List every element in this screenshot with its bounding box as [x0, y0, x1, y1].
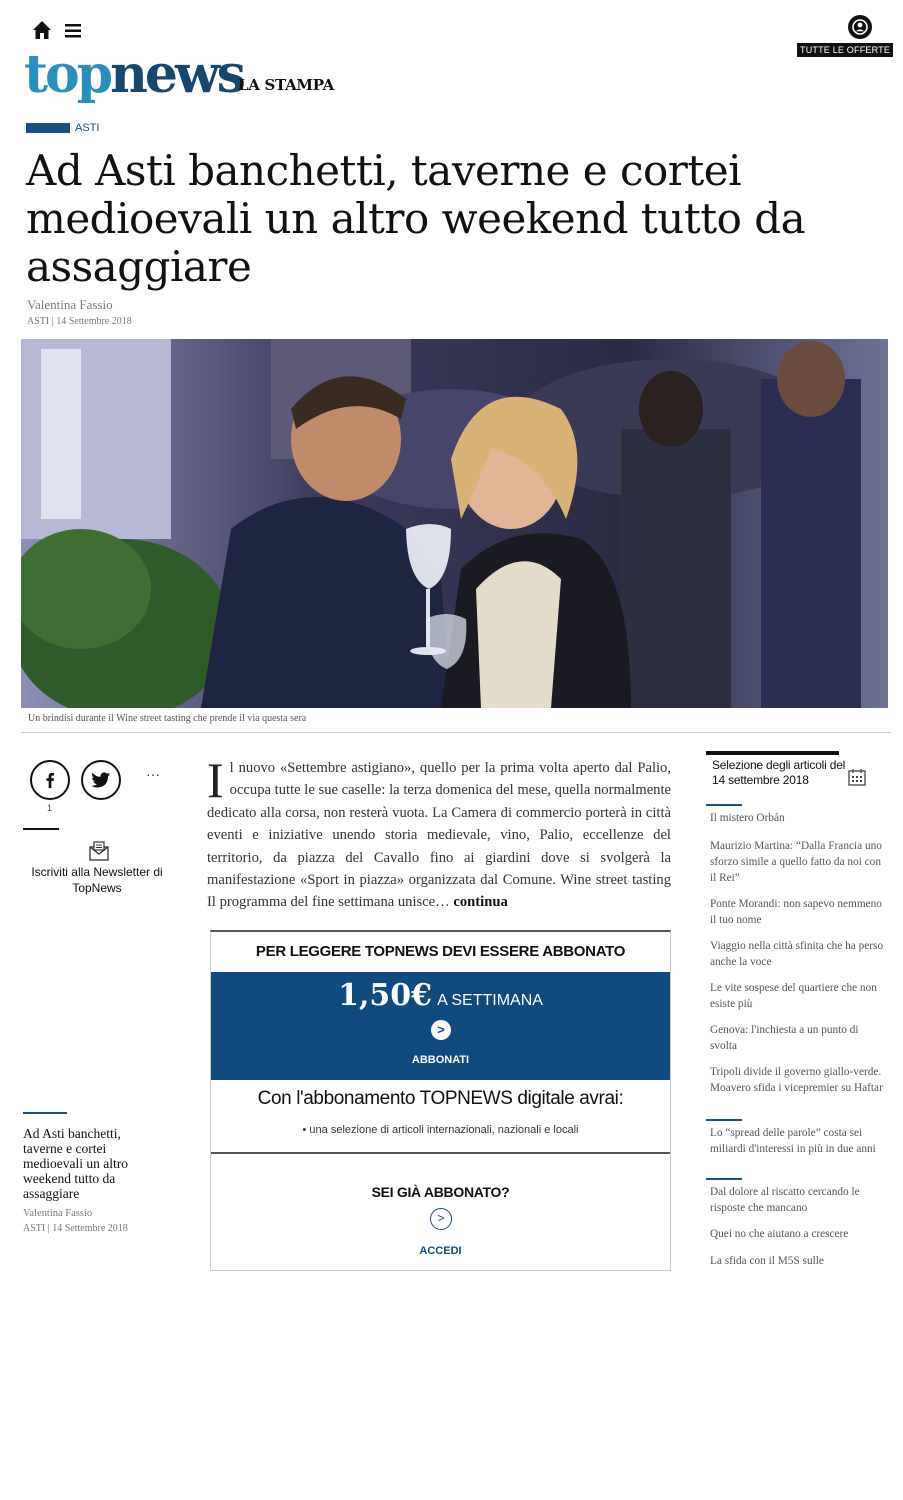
section-bar — [26, 123, 70, 133]
sidebar-article-link[interactable]: Maurizio Martina: “Dalla Francia uno sforzo simile a quello fatto da noi con il Rei” — [710, 840, 882, 884]
login-arrow-icon[interactable]: > — [430, 1208, 452, 1230]
subscribe-arrow-icon[interactable]: > — [431, 1020, 451, 1040]
sidebar-article-link[interactable]: Lo “spread delle parole” costa sei miliardi d'interessi in più in due anni — [710, 1127, 876, 1155]
sidebar-article-link[interactable]: La sfida con il M5S sulle — [710, 1255, 824, 1267]
la-stampa-logo[interactable]: LA STAMPA — [238, 76, 334, 94]
sidebar-article-link[interactable]: Quei no che aiutano a crescere — [710, 1228, 849, 1240]
calendar-icon[interactable] — [848, 768, 866, 786]
divider — [706, 804, 742, 806]
login-button[interactable]: ACCEDI — [419, 1245, 462, 1257]
divider — [211, 1152, 670, 1154]
photo-caption: Un brindisi durante il Wine street tasting che prende il via questa sera — [28, 713, 307, 724]
related-article-title[interactable]: Ad Asti banchetti, taverne e cortei medioevali un altro weekend tutto da assaggiare — [23, 1126, 128, 1201]
newsletter-link[interactable]: Iscriviti alla Newsletter di TopNews — [31, 865, 163, 895]
share-count: 1 — [47, 803, 53, 813]
paywall-box — [210, 930, 671, 1271]
drop-cap: I — [207, 752, 224, 808]
twitter-share-button[interactable] — [81, 760, 121, 800]
continue-link[interactable]: continua — [453, 894, 508, 911]
paywall-heading: PER LEGGERE TOPNEWS DEVI ESSERE ABBONATO — [255, 943, 626, 960]
logo-news: news — [110, 44, 243, 105]
sidebar-top-bar — [706, 751, 839, 755]
benefits-title: Con l'abbonamento TOPNEWS digitale avrai: — [257, 1088, 624, 1109]
subscribe-button[interactable]: ABBONATI — [411, 1054, 470, 1066]
facebook-icon — [41, 771, 59, 789]
more-share-options[interactable]: ··· — [146, 766, 160, 782]
sidebar-article-link[interactable]: Ponte Morandi: non sapevo nemmeno il tuo nome — [710, 898, 882, 926]
newsletter-envelope-icon[interactable] — [88, 840, 110, 862]
sidebar-title: Selezione degli articoli del 14 settembre 2018 — [712, 758, 846, 787]
divider — [706, 1119, 742, 1121]
sidebar-article-link[interactable]: Tripoli divide il governo giallo-verde. Moavero sfida i vicepremier su Haftar — [710, 1066, 883, 1094]
benefit-item: • una selezione di articoli internazionali, nazionali e locali — [302, 1124, 579, 1136]
sidebar-article-link[interactable]: Dal dolore al riscatto cercando le risposte che mancano — [710, 1186, 860, 1214]
related-article-author: Valentina Fassio — [23, 1208, 93, 1219]
logo-top: top — [24, 44, 111, 105]
menu-icon[interactable] — [65, 24, 81, 38]
sidebar-article-link[interactable]: Le vite sospese del quartiere che non esiste più — [710, 982, 877, 1010]
facebook-share-button[interactable] — [30, 760, 70, 800]
article-headline: Ad Asti banchetti, taverne e cortei medioevali un altro weekend tutto da assaggiare — [26, 146, 806, 291]
divider — [706, 1178, 742, 1180]
sidebar-article-link[interactable]: Genova: l'inchiesta a un punto di svolta — [710, 1024, 859, 1052]
twitter-icon — [91, 772, 111, 789]
sidebar-article-link[interactable]: Viaggio nella città sfinita che ha perso anche la voce — [710, 940, 884, 968]
section-label[interactable]: ASTI — [75, 122, 100, 134]
topnews-logo[interactable] — [24, 45, 243, 105]
account-icon[interactable] — [848, 15, 872, 39]
subscription-offer[interactable] — [211, 972, 670, 1080]
sidebar-article-link[interactable]: Il mistero Orbán — [710, 812, 785, 824]
article-meta: ASTI | 14 Settembre 2018 — [27, 316, 132, 327]
offers-button[interactable]: TUTTE LE OFFERTE — [797, 43, 893, 57]
hero-photo — [21, 339, 888, 708]
divider — [23, 1112, 67, 1114]
home-icon[interactable] — [32, 20, 52, 40]
related-article-meta: ASTI | 14 Settembre 2018 — [23, 1223, 128, 1234]
article-body — [207, 752, 671, 914]
price-value: 1,50€ — [338, 978, 433, 1013]
divider — [23, 828, 59, 830]
price-period: A SETTIMANA — [437, 992, 543, 1009]
divider — [21, 732, 891, 733]
already-subscribed-label: SEI GIÀ ABBONATO? — [371, 1184, 510, 1200]
price-line — [211, 974, 670, 1023]
article-author: Valentina Fassio — [27, 297, 113, 312]
article-text: l nuovo «Settembre astigiano», quello per la prima volta aperto dal Palio, occupa tutte le sue caselle: la terza domenica del mese, quella normalmente dedicato alla corsa, non resterà vuota. La Camera di commercio porterà in città eventi e iniziative unendo storia medievale, vino, Palio, eccellenze del territorio, da piazza del Cavallo fino ai giardini dove si svolgerà la manifestazione «Sport in piazza» organizzata dal Comune. Wine street tasting Il programma del fine settimana unisce… — [207, 760, 671, 911]
